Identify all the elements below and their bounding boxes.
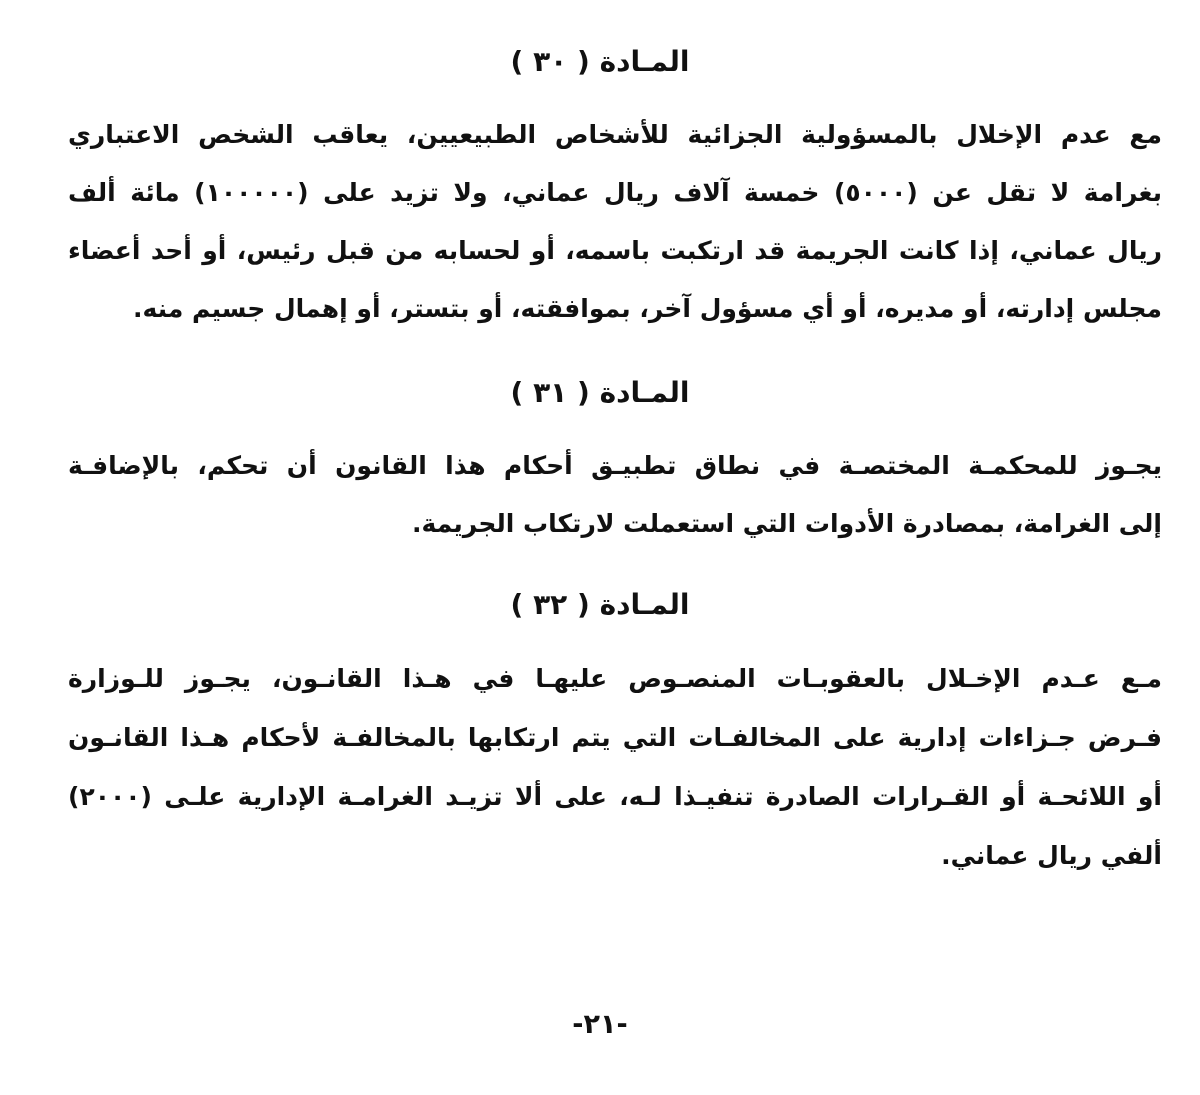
text-line: يجـوز للمحكمـة المختصـة في نطاق تطبيـق أحكام هذا القانون أن تحكم، بالإضافـة [68, 451, 1162, 480]
text-line: إلى الغرامة، بمصادرة الأدوات التي استعملت لارتكاب الجريمة. [411, 509, 1162, 538]
text-line: فـرض جـزاءات إدارية على المخالفـات التي يتم ارتكابها بالمخالفـة لأحكام هـذا القانـون [68, 723, 1162, 752]
text-line: مع عدم الإخلال بالمسؤولية الجزائية للأشخاص الطبيعيين، يعاقب الشخص الاعتباري [68, 120, 1162, 149]
text-line: أو اللائحـة أو القـرارات الصادرة تنفيـذا لـه، على ألا تزيـد الغرامـة الإدارية علـى (٢٠٠٠) [68, 782, 1162, 811]
article-32-heading: المـادة ( ٣٢ ) [510, 588, 690, 621]
text-line: مـع عـدم الإخـلال بالعقوبـات المنصـوص عليهـا في هـذا القانـون، يجـوز للـوزارة [68, 664, 1162, 693]
article-30-body [68, 116, 1162, 328]
text-line: ريال عماني، إذا كانت الجريمة قد ارتكبت باسمه، أو لحسابه من قبل رئيس، أو أحد أعضاء [68, 236, 1162, 265]
article-30-heading: المـادة ( ٣٠ ) [510, 45, 690, 78]
article-31-heading: المـادة ( ٣١ ) [510, 376, 690, 409]
text-line: مجلس إدارته، أو مديره، أو أي مسؤول آخر، بموافقته، أو بتستر، أو إهمال جسيم منه. [132, 294, 1162, 323]
text-line: ألفي ريال عماني. [941, 841, 1162, 870]
text-line: بغرامة لا تقل عن (٥٠٠٠) خمسة آلاف ريال عماني، ولا تزيد على (١٠٠٠٠٠) مائة ألف [68, 178, 1162, 207]
cropped-text-line [230, 0, 900, 8]
page-number: -٢١- [572, 1009, 628, 1040]
article-32-body [68, 660, 1162, 875]
article-31-body [68, 447, 1162, 543]
